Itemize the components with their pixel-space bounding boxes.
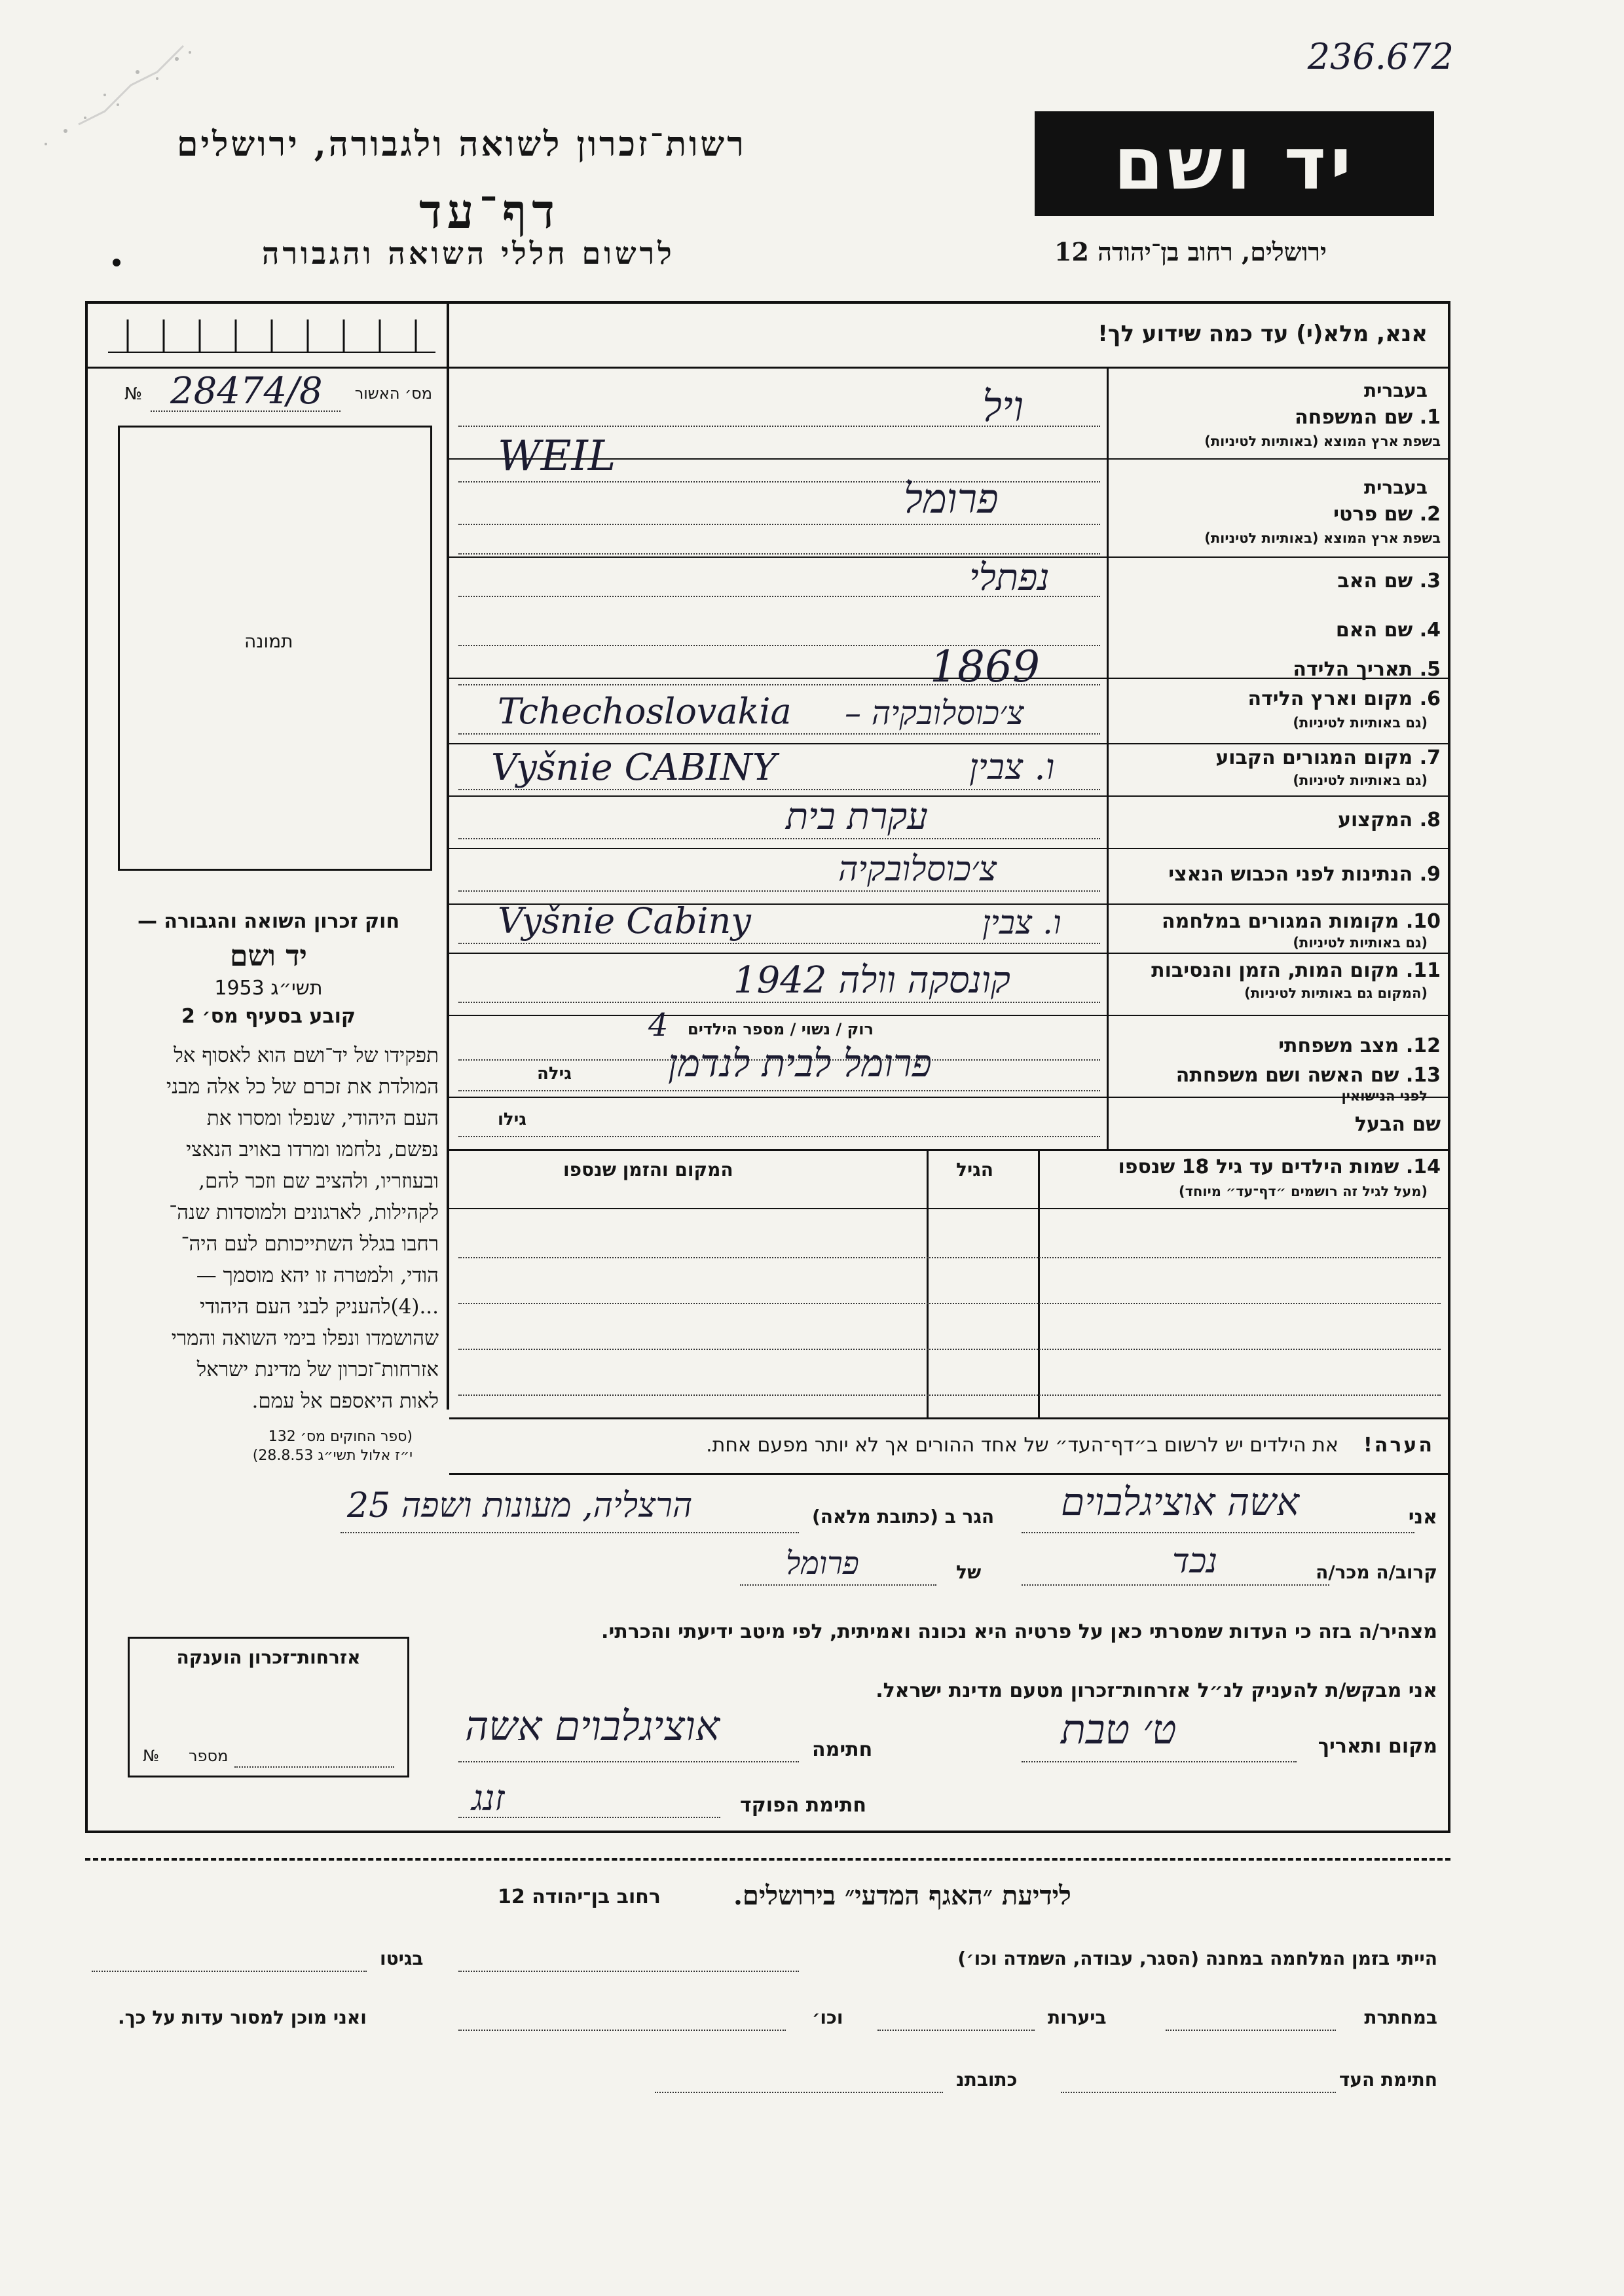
relative-value[interactable]: נכד	[1172, 1542, 1218, 1581]
note-bottom-line	[449, 1473, 1450, 1475]
bottom-line1-fill	[458, 1971, 799, 1972]
field-12-label-text: מצב משפחתי	[1278, 1034, 1399, 1057]
field-8-value[interactable]: עקרת בית	[786, 795, 928, 838]
of-label: של	[956, 1561, 982, 1583]
note-label: הערה!	[1363, 1434, 1434, 1457]
logo-text: יד ושם	[1113, 122, 1356, 206]
field-2-hebrew-line	[458, 524, 1100, 525]
citizenship-number-label: מספר	[189, 1747, 229, 1765]
field-9-label-text: הנתינות לפני הכבוש הנאצי	[1168, 863, 1413, 886]
photo-label: תמונה	[244, 630, 293, 652]
declarant-ani: אני	[1408, 1506, 1437, 1529]
field-13-line	[458, 1090, 1100, 1091]
field-14-label-text: שמות הילדים עד גיל 18 שנספו	[1118, 1156, 1399, 1178]
children-row-line	[458, 1394, 1441, 1396]
declarant-name-line	[1022, 1532, 1414, 1533]
field-14-label	[1118, 1156, 1441, 1178]
field-7-latin-value[interactable]: Vyšnie CABINY	[491, 746, 777, 789]
field-6-number: 6.	[1419, 687, 1441, 710]
field-5-label-text: תאריך הלידה	[1293, 658, 1413, 681]
law-body-line: העם היהודי, שנפלו ומסרו את	[206, 1106, 439, 1130]
approval-value: 28474/8	[170, 370, 323, 412]
field-1-label-text: שם המשפחה	[1295, 406, 1413, 429]
husband-line	[458, 1136, 1100, 1137]
bottom-line1-fill-2	[92, 1971, 367, 1972]
row-sep	[449, 848, 1450, 849]
field-7-line	[458, 789, 1100, 790]
citizenship-number-sign: №	[143, 1747, 159, 1765]
children-row-line	[458, 1257, 1441, 1258]
bottom-title: לידיעת ״האגף המדעי״ בירושלים.	[733, 1880, 1071, 1911]
form-subtitle: לרשום חללי השואה והגבורה	[262, 236, 675, 271]
law-body-line: הודי, ולמטרה זו יהא מוסמך —	[196, 1264, 439, 1287]
law-line3: תשי״ג 1953	[214, 977, 323, 1000]
field-13-age-label: גילה	[537, 1064, 572, 1084]
photo-box	[118, 426, 432, 871]
grid-top-line	[85, 367, 1450, 369]
cut-line	[85, 1858, 1450, 1861]
declarant-address-line	[341, 1532, 799, 1533]
bottom-line3-fill-b	[655, 2092, 943, 2093]
law-body-line: לקהילות, לארגונים ולמוסדות שנה־	[169, 1201, 439, 1224]
approval-label: מס׳ האשור	[354, 384, 432, 403]
form-title: דף־עד	[419, 183, 560, 239]
field-10-label-text: מקומות המגורים במלחמה	[1162, 910, 1399, 933]
law-body	[98, 1040, 439, 1417]
field-2-hebrew-value[interactable]: פרומל	[904, 475, 999, 522]
place-date-value[interactable]: ט׳ טבת	[1061, 1705, 1177, 1753]
field-7-sub: (גם באותיות לטיניות)	[1293, 773, 1428, 788]
law-source-1: (ספר החוקים מס׳ 132	[268, 1429, 413, 1445]
husband-age-label: גילו	[498, 1110, 526, 1129]
field-10-label	[1162, 910, 1441, 933]
bottom-line1-end: בגיטו	[380, 1948, 424, 1969]
field-6-hebrew-value[interactable]: צ׳כוסלובקיה –	[845, 694, 1024, 732]
logo	[1035, 111, 1434, 216]
relative-line	[1022, 1584, 1329, 1586]
field-14-age-col: הגיל	[956, 1159, 993, 1180]
row-sep	[449, 953, 1450, 954]
bottom-line1-start: הייתי בזמן המלחמה במחנה (הסגר, עבודה, השמדה וכו׳)	[957, 1948, 1437, 1969]
field-2-label-text: שם פרטי	[1333, 503, 1413, 526]
field-13-label-text: שם האשה ושם משפחתה	[1175, 1064, 1399, 1087]
declarant-residing-label: הגר ב (כתובת מלאה)	[812, 1506, 995, 1527]
field-3-number: 3.	[1419, 570, 1441, 592]
row-sep	[449, 795, 1450, 797]
field-11-number: 11.	[1405, 959, 1441, 982]
field-14-number: 14.	[1405, 1156, 1441, 1178]
field-10-number: 10.	[1405, 910, 1441, 933]
field-11-value[interactable]: קונסקה וולה 1942	[733, 959, 1010, 1002]
declarant-name[interactable]: אשה אוציגלבוים	[1061, 1480, 1300, 1524]
field-4-label	[1336, 619, 1441, 642]
field-11-label	[1151, 959, 1441, 982]
place-date-line	[1022, 1761, 1297, 1762]
citizenship-box	[128, 1637, 409, 1777]
field-10-line	[458, 943, 1100, 944]
corner-stamp-number: 236.672	[1307, 36, 1454, 77]
approval-sign: №	[124, 384, 143, 404]
tick-strip	[108, 313, 435, 359]
bottom-line2-b: ביערות	[1048, 2007, 1107, 2028]
children-col-border-2	[927, 1149, 929, 1417]
field-7-label-text: מקום המגורים הקבוע	[1215, 746, 1413, 769]
field-11-line	[458, 1002, 1100, 1003]
field-14-place-col: המקום והזמן שנספו	[563, 1159, 733, 1180]
law-line2: יד ושם	[230, 939, 307, 973]
field-2-label	[1333, 503, 1441, 526]
left-column-border	[447, 303, 449, 1410]
field-1-latin-value[interactable]: WEIL	[498, 432, 616, 481]
children-header-line	[449, 1208, 1450, 1209]
field-2-sub: בשפת ארץ המוצא (באותיות לטיניות)	[1204, 530, 1441, 546]
note-text: את הילדים יש לרשום ב״דף־העד״ של אחד ההורים אך לא יותר מפעם אחת.	[706, 1434, 1338, 1457]
approval-number	[118, 370, 439, 422]
header-address: ירושלים, רחוב בן־יהודה 12	[1054, 237, 1327, 266]
signature-value[interactable]: אוציגלבוים אשה	[465, 1702, 720, 1750]
field-10-hebrew-value[interactable]: ו. צבין	[982, 903, 1061, 941]
bottom-line2-a: במחתרת	[1364, 2007, 1437, 2028]
relative-label: קרוב/ה מכר/ה	[1316, 1561, 1437, 1583]
field-12-number: 12.	[1405, 1034, 1441, 1057]
field-8-label-text: המקצוע	[1337, 809, 1413, 831]
field-2-number: 2.	[1419, 503, 1441, 526]
field-7-hebrew-value[interactable]: ו. צבין	[969, 746, 1055, 788]
field-12-children-count[interactable]: 4	[648, 1007, 669, 1044]
field-3-label	[1337, 570, 1441, 592]
place-date-label: מקום ותאריך	[1318, 1735, 1437, 1758]
field-6-sub: (גם באותיות לטיניות)	[1293, 715, 1428, 731]
law-line1: חוק זכרון השואה והגבורה —	[137, 910, 400, 933]
row-sep	[449, 743, 1450, 744]
bottom-line3-a: חתימת העד	[1338, 2069, 1437, 2090]
law-body-line: לאות היאספם אל עמם.	[251, 1389, 439, 1413]
bottom-line2-c: וכו׳	[812, 2007, 843, 2028]
citizenship-title: אזרחות־זכרון הוענקה	[176, 1647, 361, 1668]
field-2-latin-line	[458, 553, 1100, 555]
law-body-line: תפקידו של יד־ושם הוא לאסוף אל	[174, 1044, 439, 1067]
signature-label: חתימה	[812, 1738, 873, 1761]
of-value[interactable]: פרומל	[786, 1545, 859, 1582]
law-body-line: ובעוזריו, ולהציב שם וזכר להם,	[198, 1169, 439, 1193]
row-sep	[449, 556, 1450, 558]
law-body-line: ...(4)להעניק לבני העם היהודי	[200, 1295, 439, 1319]
declaration-text: מצהיר/ה בזה כי העדות שמסרתי כאן על פרטיה היא נכונה ואמיתית, לפי מיטב ידיעתי והכרתי.	[601, 1620, 1437, 1643]
husband-label: שם הבעל	[1354, 1113, 1441, 1136]
law-box	[98, 910, 439, 1499]
field-8-number: 8.	[1419, 809, 1441, 831]
row-sep	[449, 1015, 1450, 1016]
field-11-sub: (המקום גם באותיות לטיניות)	[1244, 985, 1428, 1001]
field-6-latin-value[interactable]: Tchechoslovakia	[498, 691, 792, 732]
field-1-hebrew-tag: בעברית	[1363, 380, 1428, 401]
signature-line	[458, 1761, 799, 1762]
bottom-line2-fill-b	[877, 2030, 1035, 2031]
field-13-label	[1176, 1064, 1441, 1087]
field-5-value[interactable]: 1869	[930, 642, 1040, 692]
field-9-line	[458, 890, 1100, 892]
header-dot	[113, 259, 120, 266]
field-5-number: 5.	[1419, 658, 1441, 681]
field-14-sub: (מעל לגיל זה רושמים ״דף־עד״ מיוחד)	[1179, 1184, 1428, 1199]
intro-instruction: אנא, מלא(י) עד כמה שידוע לך!	[1098, 321, 1428, 347]
of-line	[740, 1584, 936, 1586]
law-body-line: נפשם, נלחמו ומרדו באויב הנאצי	[186, 1138, 439, 1161]
field-3-value[interactable]: נפתלי	[969, 556, 1050, 599]
law-body-line: אזרחות־זכרון של מדינת ישראל	[196, 1358, 439, 1381]
field-1-hebrew-value[interactable]: ויל	[982, 383, 1024, 431]
authority-name: רשות־זכרון לשואה ולגבורה, ירושלים	[177, 124, 747, 164]
field-10-sub: (גם באותיות לטיניות)	[1293, 935, 1428, 951]
field-1-latin-line	[458, 481, 1100, 483]
request-text: אני מבקש/ת להעניק לנ״ל אזרחות־זכרון מטעם מדינת ישראל.	[876, 1679, 1437, 1702]
bottom-line2-fill-a	[1166, 2030, 1336, 2031]
field-12-label	[1278, 1034, 1441, 1057]
bottom-line3-b: כתובתנ	[956, 2069, 1018, 2090]
law-source-2: י״ז אלול תשי״ג 28.8.53)	[252, 1448, 413, 1464]
field-6-line	[458, 733, 1100, 735]
field-4-label-text: שם האם	[1335, 619, 1413, 642]
bottom-line3-fill-a	[1061, 2092, 1336, 2093]
field-3-label-text: שם האב	[1337, 570, 1413, 592]
note-row	[706, 1434, 1434, 1457]
officer-value[interactable]: זנג	[471, 1777, 505, 1819]
field-9-value[interactable]: צ׳כוסלובקיה	[838, 850, 997, 889]
field-1-sub: בשפת ארץ המוצא (באותיות לטיניות)	[1204, 433, 1441, 449]
field-5-label	[1293, 658, 1441, 681]
field-10-latin-value[interactable]: Vyšnie Cabiny	[498, 900, 751, 941]
bottom-line2-d: ואני מוכן למסור עדות על כך.	[118, 2007, 367, 2028]
field-6-label-text: מקום וארץ הלידה	[1247, 687, 1413, 710]
note-top-line	[449, 1417, 1450, 1419]
field-13-number: 13.	[1405, 1064, 1441, 1087]
field-1-label	[1295, 406, 1441, 429]
field-8-label	[1338, 809, 1441, 831]
children-col-border-1	[1038, 1149, 1040, 1417]
bottom-address: רחוב בן־יהודה 12	[498, 1886, 661, 1908]
declarant-address[interactable]: הרצליה, מעונות ושפה 25	[347, 1486, 693, 1525]
field-13-sub: לפני הנישואין	[1341, 1088, 1428, 1104]
field-7-number: 7.	[1419, 746, 1441, 769]
children-row-line	[458, 1303, 1441, 1304]
bottom-line2-fill-c	[458, 2030, 786, 2031]
field-9-number: 9.	[1419, 863, 1441, 886]
label-column-border	[1107, 367, 1109, 1149]
field-1-number: 1.	[1419, 406, 1441, 429]
field-13-value[interactable]: פרומל לבית לנדמן	[668, 1041, 932, 1085]
field-11-label-text: מקום המות, הזמן והנסיבות	[1151, 959, 1399, 982]
field-7-label	[1215, 746, 1441, 769]
law-line4: קובע בסעיף מס׳ 2	[181, 1005, 356, 1028]
officer-label: חתימת הפוקד	[740, 1794, 866, 1817]
law-body-line: רחבו בגלל השתייכותם לעם היה־	[181, 1232, 439, 1256]
field-8-line	[458, 838, 1100, 839]
field-6-label	[1248, 687, 1441, 710]
field-2-hebrew-tag: בעברית	[1363, 477, 1428, 498]
row-sep	[449, 1097, 1450, 1098]
row-sep	[449, 1149, 1450, 1151]
law-body-line: שהושמדו ונפלו בימי השואה והמרי	[171, 1326, 439, 1350]
field-4-number: 4.	[1419, 619, 1441, 642]
law-body-line: המולדת את זכרם של כל אלה מבני	[166, 1075, 439, 1099]
children-row-line	[458, 1349, 1441, 1350]
field-9-label	[1168, 863, 1441, 886]
field-12-options: רוק / נשוי / מספר הילדים	[688, 1020, 874, 1038]
